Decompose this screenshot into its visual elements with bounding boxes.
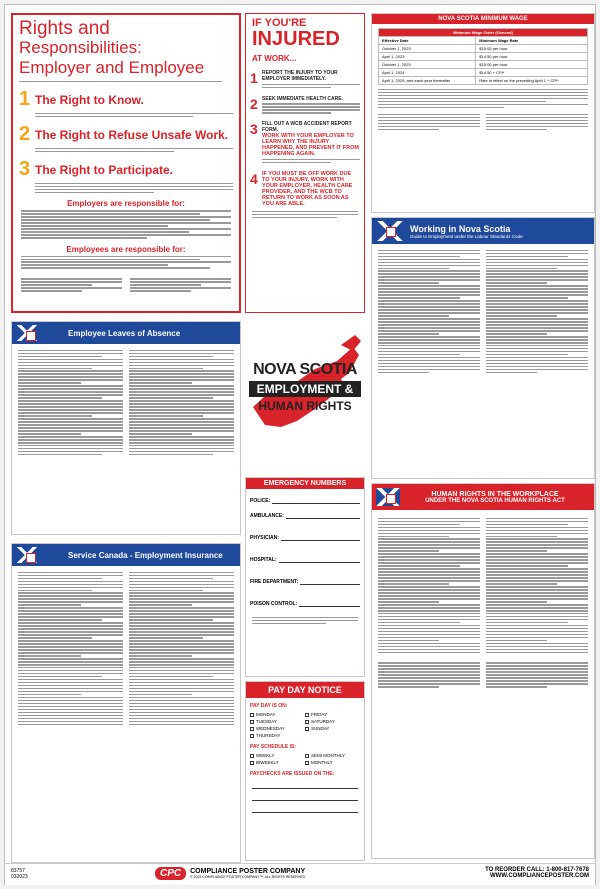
footer	[5, 863, 595, 885]
human-rights-body	[378, 516, 588, 655]
day-option[interactable]	[305, 712, 360, 717]
logo-line-1: NOVA SCOTIA	[253, 361, 357, 378]
emergency-label: AMBULANCE:	[250, 513, 284, 519]
checkbox[interactable]	[250, 720, 254, 724]
intro-text	[19, 81, 233, 82]
day-label: THURSDAY	[256, 733, 281, 738]
checkbox[interactable]	[250, 727, 254, 731]
company-branding	[155, 867, 306, 880]
emergency-label: POISON CONTROL:	[250, 601, 298, 607]
day-option[interactable]	[250, 733, 305, 738]
checkbox[interactable]	[250, 761, 254, 765]
reorder-phone: TO REORDER CALL: 1-800-817-7678	[485, 867, 589, 873]
write-line[interactable]	[286, 514, 360, 519]
step-desc	[262, 159, 360, 163]
write-line[interactable]	[252, 805, 358, 813]
ns-flag-icon	[376, 221, 404, 241]
working-header	[372, 218, 594, 244]
human-rights-contacts	[378, 661, 588, 689]
logo-line-3: HUMAN RIGHTS	[258, 399, 352, 413]
day-label: WEDNESDAY	[256, 726, 285, 731]
step-number: 1	[250, 70, 258, 86]
schedule-option[interactable]	[250, 753, 305, 758]
emergency-row	[250, 557, 360, 563]
checkbox[interactable]	[305, 754, 309, 758]
schedule-label: SEMI MONTHLY	[311, 753, 345, 758]
write-line[interactable]	[299, 602, 360, 607]
contact-block	[378, 112, 480, 132]
working-col-2	[486, 248, 588, 375]
service-col-1	[18, 570, 123, 727]
checkbox[interactable]	[250, 734, 254, 738]
emergency-label: POLICE:	[250, 498, 271, 504]
write-line[interactable]	[252, 793, 358, 801]
emergency-row	[250, 579, 360, 585]
human-rights-header	[372, 484, 594, 510]
right-to-participate	[19, 158, 233, 181]
employees-heading: Employees are responsible for:	[66, 244, 186, 254]
col-header: Minimum Wage Rate	[476, 37, 588, 45]
schedule-label: MONTHLY	[311, 760, 333, 765]
contact-ohs	[21, 277, 122, 294]
table-cell: April 1, 2024	[379, 69, 476, 77]
working-body	[378, 248, 588, 375]
human-rights-title-2: UNDER THE NOVA SCOTIA HUMAN RIGHTS ACT	[425, 497, 565, 504]
emergency-row	[250, 513, 360, 519]
leaves-col-1	[18, 348, 123, 457]
logo-line-2: EMPLOYMENT &	[249, 381, 361, 397]
right-text	[35, 148, 233, 152]
right-text	[35, 113, 233, 117]
employers-list	[21, 210, 231, 238]
schedule-label: BIWEEKLY	[256, 760, 279, 765]
minwage-notes	[378, 89, 588, 108]
contact-blocks	[21, 277, 231, 294]
checkbox[interactable]	[250, 754, 254, 758]
reorder-info	[485, 867, 589, 879]
injury-step	[250, 171, 360, 207]
rights-title-2: Responsibilities:	[19, 38, 142, 57]
table-cell: October 1, 2023	[379, 45, 476, 53]
leaves-body	[18, 348, 234, 457]
code-1: 83757	[11, 868, 25, 874]
right-label: The Right to Refuse Unsafe Work.	[35, 127, 229, 142]
step-number: 2	[250, 95, 258, 112]
poster-codes	[11, 868, 28, 880]
table-cell: Rate in effect on the preceding April 1 + CPI*	[476, 77, 588, 85]
step-text: FILL OUT A WCB ACCIDENT REPORT FORM.	[262, 121, 352, 134]
schedule-option[interactable]	[305, 760, 360, 765]
human-rights-title-1: HUMAN RIGHTS IN THE WORKPLACE	[431, 490, 559, 498]
working-title: Working in Nova Scotia	[410, 223, 511, 234]
write-line[interactable]	[252, 781, 358, 789]
service-body	[18, 570, 234, 727]
pay-day-notice-panel	[245, 681, 365, 861]
checkbox[interactable]	[305, 713, 309, 717]
table-cell: $15.00 per hour	[476, 45, 588, 53]
table-row	[379, 53, 588, 61]
step-number: 4	[250, 170, 258, 187]
working-subtitle: Guide to Employment under the Labour Standards Code	[410, 233, 523, 239]
write-line[interactable]	[279, 558, 360, 563]
day-option[interactable]	[250, 712, 305, 717]
step-number: 3	[250, 121, 258, 138]
checkbox[interactable]	[305, 727, 309, 731]
payday-schedule	[250, 752, 360, 766]
step-desc	[262, 103, 360, 113]
emergency-numbers-panel	[245, 477, 365, 677]
right-to-refuse	[19, 123, 233, 146]
step-text: SEEK IMMEDIATE HEALTH CARE.	[262, 95, 343, 102]
table-cell: April 1, 2023	[379, 53, 476, 61]
working-col-1	[378, 248, 480, 375]
emergency-row	[250, 601, 360, 607]
col-header: Effective Date	[379, 37, 476, 45]
step-text-red: WORK WITH YOUR EMPLOYER TO LEARN WHY THE INJURY HAPPENED, AND PREVENT IT FROM HAPPENING AGAIN.	[262, 133, 359, 158]
code-2: 032023	[11, 874, 28, 880]
injured-heading-1: IF YOU'RE	[252, 17, 307, 29]
emergency-label: PHYSICIAN:	[250, 535, 279, 541]
website: WWW.COMPLIANCEPOSTER.COM	[490, 873, 589, 879]
checkbox[interactable]	[305, 761, 309, 765]
day-label: SUNDAY	[311, 726, 330, 731]
table-row	[379, 77, 588, 85]
contact-block	[486, 661, 588, 689]
payday-title: PAY DAY NOTICE	[246, 682, 364, 698]
ns-employment-logo	[245, 317, 365, 475]
service-col-2	[129, 570, 234, 727]
schedule-option[interactable]	[305, 753, 360, 758]
injury-step	[250, 121, 360, 165]
service-canada-panel	[11, 543, 241, 863]
day-label: FRIDAY	[311, 712, 328, 717]
employees-list	[21, 256, 231, 269]
day-option[interactable]	[305, 719, 360, 724]
right-number: 2	[19, 123, 31, 146]
human-rights-panel	[371, 483, 595, 859]
table-cell: $14.50 per hour	[476, 53, 588, 61]
remember-text	[252, 211, 358, 218]
day-label: MONDAY	[256, 712, 276, 717]
day-option[interactable]	[305, 726, 360, 731]
emergency-row	[250, 498, 360, 504]
leaves-col-2	[129, 348, 234, 457]
injured-panel	[245, 13, 365, 313]
emergency-title: EMERGENCY NUMBERS	[246, 478, 364, 489]
write-line[interactable]	[281, 536, 360, 541]
human-rights-col-2	[486, 516, 588, 655]
day-label: SATURDAY	[311, 719, 335, 724]
day-label: TUESDAY	[256, 719, 277, 724]
contact-wcb	[130, 277, 231, 294]
table-cell: October 1, 2023	[379, 61, 476, 69]
injury-step	[250, 70, 360, 90]
checkbox[interactable]	[250, 713, 254, 717]
table-row	[379, 45, 588, 53]
table-row	[379, 69, 588, 77]
human-rights-col-1	[378, 516, 480, 655]
minimum-wage-panel	[371, 13, 595, 213]
rights-panel	[11, 13, 241, 313]
write-line[interactable]	[272, 499, 360, 504]
copyright: © 2023 COMPLIANCE POSTER COMPANY™. ALL RIGHTS RESERVED.	[190, 875, 307, 879]
contact-block	[486, 112, 588, 132]
right-text	[35, 183, 233, 193]
write-line[interactable]	[300, 580, 360, 585]
right-number: 3	[19, 158, 31, 181]
table-row	[379, 61, 588, 69]
injured-heading-2: INJURED	[252, 28, 340, 50]
contact-block	[378, 661, 480, 689]
ns-flag-icon	[376, 488, 400, 506]
step-text: IF YOU MUST BE OFF WORK DUE TO YOUR INJURY, WORK WITH YOUR EMPLOYER, HEALTH CARE PROVIDER, AND THE WCB TO RETURN TO WORK AS SOON AS YOU ARE ABLE.	[262, 170, 353, 207]
rights-title-1: Rights and	[19, 18, 110, 39]
right-label: The Right to Participate.	[35, 162, 174, 177]
working-in-ns-panel	[371, 217, 595, 479]
table-cell: April 1, 2025, and each year thereafter	[379, 77, 476, 85]
ns-flag-icon	[16, 325, 38, 341]
checkbox[interactable]	[305, 720, 309, 724]
table-cell: $14.50 + CPI*	[476, 69, 588, 77]
employers-heading: Employers are responsible for:	[67, 199, 185, 209]
emergency-row	[250, 535, 360, 541]
emergency-label: FIRE DEPARTMENT:	[250, 579, 299, 585]
injured-heading-3: AT WORK...	[252, 54, 297, 63]
minwage-title: NOVA SCOTIA MINIMUM WAGE	[372, 14, 594, 24]
payday-section: PAY DAY IS ON:	[250, 703, 288, 709]
right-label: The Right to Know.	[35, 92, 144, 107]
emergency-note	[252, 617, 358, 624]
payday-days	[250, 711, 360, 739]
schedule-option[interactable]	[250, 760, 305, 765]
minwage-subtitle: Minimum Wage Order (General)	[379, 29, 588, 37]
step-desc	[262, 84, 360, 88]
leaves-header	[12, 322, 240, 344]
payday-section: PAYCHECKS ARE ISSUED ON THE:	[250, 771, 335, 777]
injury-step	[250, 96, 360, 116]
day-option[interactable]	[250, 719, 305, 724]
service-header	[12, 544, 240, 566]
payday-section: PAY SCHEDULE IS:	[250, 744, 297, 750]
service-title: Service Canada - Employment Insurance	[68, 550, 223, 560]
cpc-logo: CPC	[155, 867, 186, 880]
minwage-table	[378, 28, 588, 85]
leaves-title: Employee Leaves of Absence	[68, 328, 181, 338]
ns-flag-icon	[16, 547, 38, 563]
right-number: 1	[19, 88, 31, 111]
leaves-panel	[11, 321, 241, 535]
emergency-label: HOSPITAL:	[250, 557, 277, 563]
company-name: COMPLIANCE POSTER COMPANY	[190, 868, 306, 875]
step-text: REPORT THE INJURY TO YOUR EMPLOYER IMMEDIATELY.	[262, 70, 338, 82]
day-option[interactable]	[250, 726, 305, 731]
minwage-contacts	[378, 112, 588, 132]
table-cell: $15.00 per hour	[476, 61, 588, 69]
poster	[4, 4, 596, 885]
right-to-know	[19, 88, 233, 111]
rights-title-3: Employer and Employee	[19, 58, 205, 77]
schedule-label: WEEKLY	[256, 753, 275, 758]
